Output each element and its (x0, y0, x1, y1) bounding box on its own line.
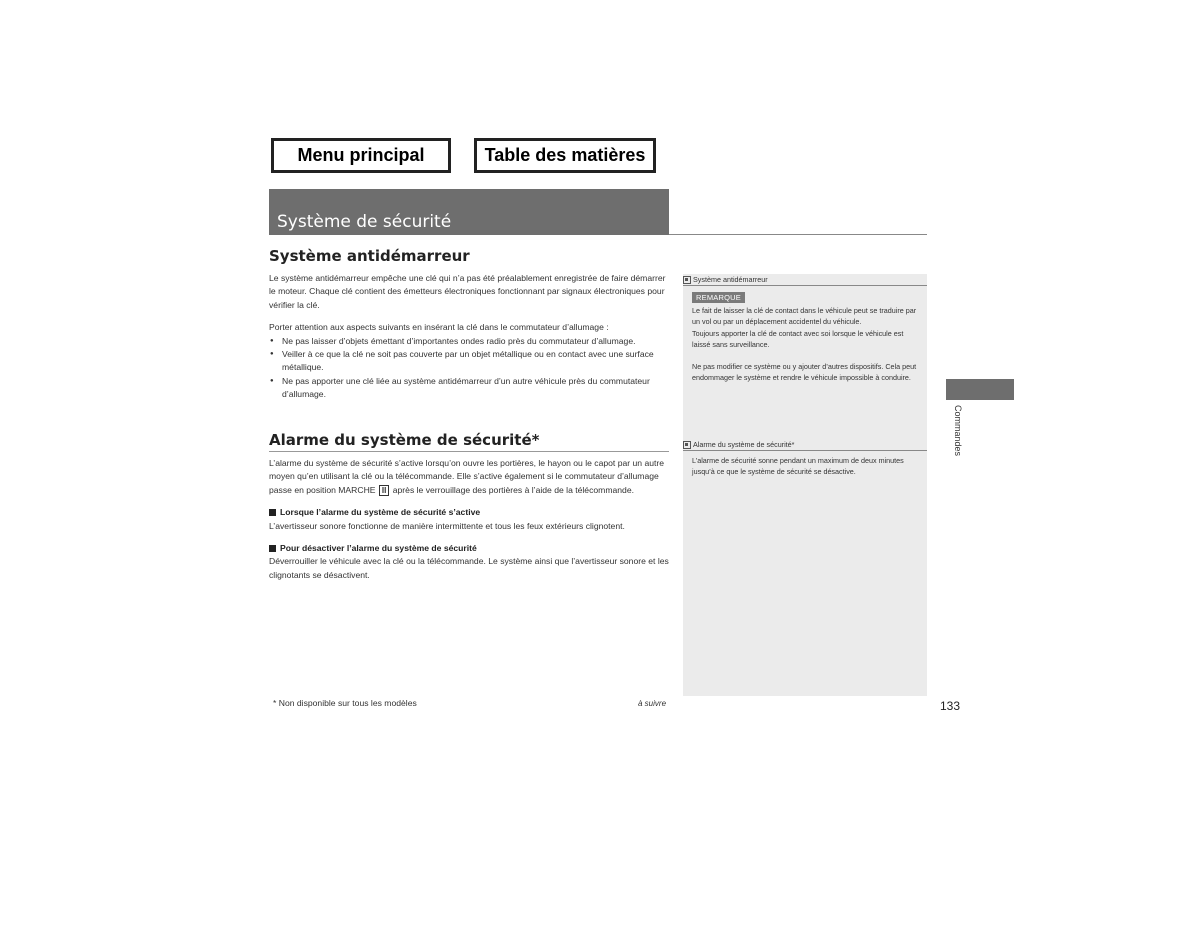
bullet-item: ● Ne pas laisser d’objets émettant d’importantes ondes radio près du commutateur d’allumage. (269, 335, 669, 348)
alarm-active-text: L’avertisseur sonore fonctionne de manière intermittente et tous les feux extérieurs clignotent. (269, 520, 625, 531)
immobilizer-lead: Porter attention aux aspects suivants en insérant la clé dans le commutateur d’allumage : (269, 322, 609, 333)
reference-icon (683, 276, 691, 284)
sidebar-ref-immobilizer-text: Système antidémarreur (693, 275, 768, 284)
main-menu-button[interactable]: Menu principal (272, 139, 450, 172)
ignition-position-ii-icon: II (379, 485, 389, 496)
chapter-tab-marker (946, 379, 1014, 400)
alarm-heading-asterisk: * (531, 431, 540, 449)
sidebar-note: Toujours apporter la clé de contact avec soi lorsque le véhicule est laissé sans surveillance. (692, 328, 904, 349)
alarm-heading-text: Alarme du système de sécurité (269, 431, 532, 449)
continued-label: à suivre (638, 699, 667, 708)
page-title: Système de sécurité (277, 212, 452, 232)
sidebar-ref-alarm (683, 440, 927, 451)
alarm-active-subheading (269, 506, 669, 519)
page-number: 133 (940, 699, 961, 713)
table-of-contents-button[interactable]: Table des matières (475, 139, 655, 172)
note-badge: REMARQUE (692, 292, 745, 303)
title-rule (669, 234, 927, 235)
sidebar-notes (692, 305, 917, 384)
chapter-tab-label: Commandes (953, 405, 963, 457)
reference-icon (683, 441, 691, 449)
sidebar-note: Le fait de laisser la clé de contact dans le véhicule peut se traduire par un vol ou par un déplacement accidentel du véhicule. (692, 306, 917, 327)
alarm-deactivate-subheading (269, 542, 669, 555)
immobilizer-intro: Le système antidémarreur empêche une clé qui n’a pas été préalablement enregistrée de faire démarrer le moteur. Chaque clé contient des émetteurs électroniques fonctionnant par signaux électroniques pour vérifier la clé. (269, 273, 666, 310)
sidebar-ref-alarm-text: Alarme du système de sécurité (693, 440, 792, 449)
immobilizer-bullets (269, 335, 669, 402)
immobilizer-body (269, 272, 669, 402)
section-title-band (269, 189, 669, 235)
immobilizer-heading: Système antidémarreur (269, 247, 470, 265)
bullet-item: ● Ne pas apporter une clé liée au système antidémarreur d’un autre véhicule près du commutateur d’allumage. (269, 375, 669, 402)
bullet-item: ● Veiller à ce que la clé ne soit pas couverte par un objet métallique ou en contact avec une surface métallique. (269, 348, 669, 375)
square-bullet-icon (269, 545, 276, 552)
alarm-deactivate-text: Déverrouiller le véhicule avec la clé ou la télécommande. Le système ainsi que l’avertisseur sonore et les clignotants se désactivent. (269, 556, 669, 580)
sidebar-ref-alarm-asterisk: * (791, 440, 795, 449)
alarm-heading (269, 431, 669, 452)
alarm-deactivate-subheading-text: Pour désactiver l’alarme du système de sécurité (280, 543, 477, 554)
alarm-intro-text: L’alarme du système de sécurité s’active lorsqu’on ouvre les portières, le hayon ou le capot par un autre moyen qu’en utilisant la clé ou la télécommande. Elle s’active également si le commutateur d’allumage passe en position MARCHE (269, 458, 665, 495)
alarm-active-subheading-text: Lorsque l’alarme du système de sécurité s’active (280, 507, 481, 518)
sidebar-note: Ne pas modifier ce système ou y ajouter d’autres dispositifs. Cela peut endommager le système et rendre le véhicule impossible à conduire. (692, 362, 917, 383)
alarm-body (269, 457, 669, 582)
sidebar-alarm-note: L’alarme de sécurité sonne pendant un maximum de deux minutes jusqu’à ce que le système de sécurité se désactive. (692, 456, 904, 477)
alarm-intro-text-cont: après le verrouillage des portières à l’aide de la télécommande. (392, 484, 634, 495)
square-bullet-icon (269, 509, 276, 516)
alarm-intro (269, 457, 669, 497)
availability-footnote: * Non disponible sur tous les modèles (273, 698, 417, 708)
sidebar-ref-immobilizer (683, 275, 927, 286)
